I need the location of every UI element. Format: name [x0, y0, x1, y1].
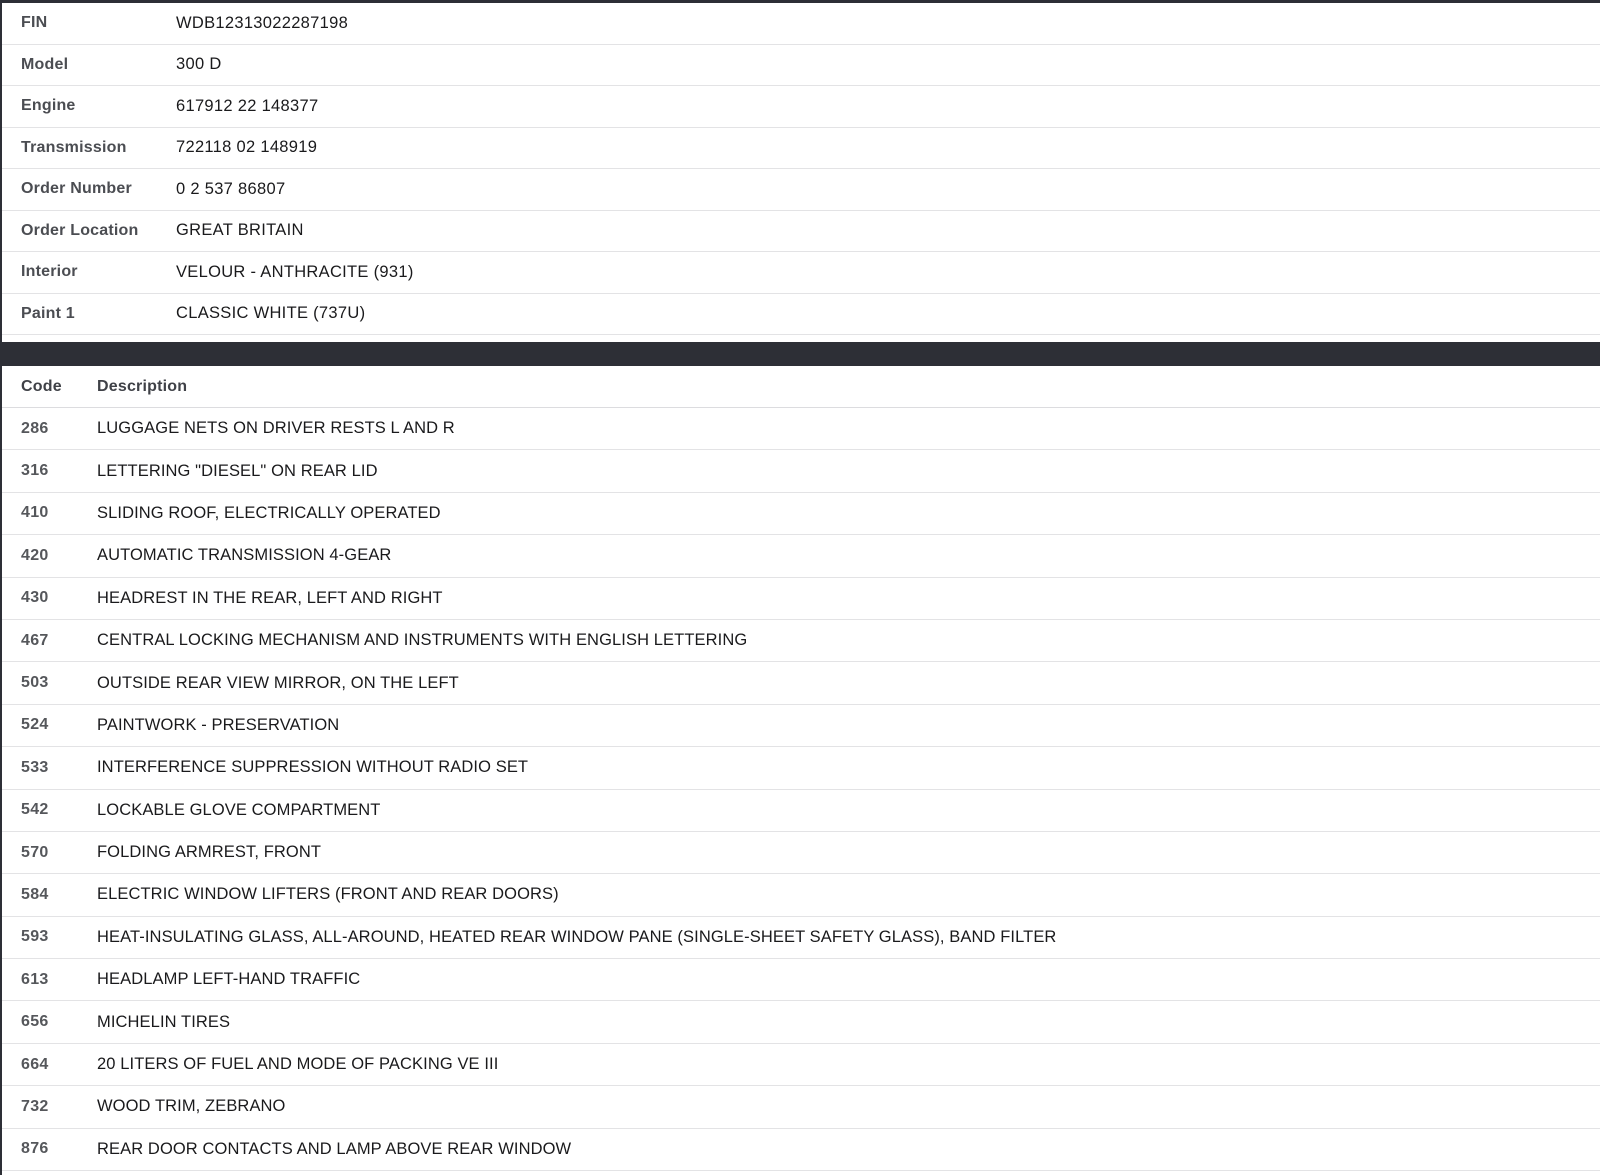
option-description: MICHELIN TIRES — [97, 1012, 231, 1031]
option-code: 613 — [21, 970, 49, 988]
options-table-header — [2, 366, 1600, 408]
vehicle-info-value: 300 D — [176, 55, 222, 74]
option-description: 20 LITERS OF FUEL AND MODE OF PACKING VE III — [97, 1055, 499, 1074]
option-description: PAINTWORK - PRESERVATION — [97, 715, 340, 734]
vehicle-info-label: Order Location — [21, 221, 139, 239]
option-code: 430 — [21, 589, 49, 607]
option-code: 570 — [21, 843, 49, 861]
option-row — [2, 832, 1600, 874]
option-code: 503 — [21, 674, 49, 692]
option-code: 286 — [21, 419, 49, 437]
vehicle-info-value: CLASSIC WHITE (737U) — [176, 304, 366, 323]
option-row — [2, 1086, 1600, 1128]
option-description: OUTSIDE REAR VIEW MIRROR, ON THE LEFT — [97, 673, 459, 692]
option-code: 732 — [21, 1097, 49, 1115]
vehicle-info-row — [2, 211, 1600, 253]
vehicle-info-value: GREAT BRITAIN — [176, 221, 304, 240]
vehicle-info-row — [2, 128, 1600, 170]
option-description: CENTRAL LOCKING MECHANISM AND INSTRUMENTS WITH ENGLISH LETTERING — [97, 631, 748, 650]
vehicle-info-label: Transmission — [21, 138, 127, 156]
option-row — [2, 535, 1600, 577]
option-row — [2, 620, 1600, 662]
option-description: REAR DOOR CONTACTS AND LAMP ABOVE REAR WINDOW — [97, 1139, 572, 1158]
vehicle-info-row — [2, 294, 1600, 336]
option-row — [2, 1044, 1600, 1086]
vehicle-info-row — [2, 169, 1600, 211]
vehicle-info-row — [2, 3, 1600, 45]
option-code: 467 — [21, 631, 49, 649]
option-row — [2, 874, 1600, 916]
option-description: HEADLAMP LEFT-HAND TRAFFIC — [97, 970, 361, 989]
vehicle-info-label: Order Number — [21, 180, 132, 198]
option-row — [2, 790, 1600, 832]
option-code: 593 — [21, 928, 49, 946]
option-row — [2, 578, 1600, 620]
option-row — [2, 917, 1600, 959]
option-description: SLIDING ROOF, ELECTRICALLY OPERATED — [97, 503, 441, 522]
vehicle-info-value: 0 2 537 86807 — [176, 179, 286, 198]
vehicle-info-label: Paint 1 — [21, 304, 75, 322]
option-code: 316 — [21, 462, 49, 480]
options-header-description: Description — [97, 377, 188, 395]
option-row — [2, 705, 1600, 747]
vehicle-info-row — [2, 86, 1600, 128]
vehicle-info-label: Interior — [21, 263, 78, 281]
option-code: 876 — [21, 1140, 49, 1158]
option-description: AUTOMATIC TRANSMISSION 4-GEAR — [97, 546, 392, 565]
option-row — [2, 493, 1600, 535]
options-table-body — [2, 408, 1600, 1171]
option-code: 656 — [21, 1013, 49, 1031]
vehicle-info-row — [2, 252, 1600, 294]
option-description: WOOD TRIM, ZEBRANO — [97, 1097, 286, 1116]
vehicle-info-value: 722118 02 148919 — [176, 138, 318, 157]
vehicle-info-value: WDB12313022287198 — [176, 13, 349, 32]
option-description: INTERFERENCE SUPPRESSION WITHOUT RADIO SET — [97, 758, 529, 777]
option-row — [2, 1001, 1600, 1043]
option-code: 420 — [21, 546, 49, 564]
option-row — [2, 408, 1600, 450]
option-row — [2, 959, 1600, 1001]
options-table — [2, 366, 1600, 1171]
option-code: 410 — [21, 504, 49, 522]
option-description: HEAT-INSULATING GLASS, ALL-AROUND, HEATED REAR WINDOW PANE (SINGLE-SHEET SAFETY GLASS), BAND FILTER — [97, 927, 1057, 946]
vehicle-info-value: 617912 22 148377 — [176, 96, 319, 115]
vehicle-info-table — [2, 3, 1600, 335]
option-row — [2, 1129, 1600, 1171]
section-divider-bar — [2, 342, 1600, 366]
option-code: 524 — [21, 716, 49, 734]
option-code: 584 — [21, 885, 49, 903]
vehicle-info-label: Model — [21, 55, 69, 73]
option-description: LOCKABLE GLOVE COMPARTMENT — [97, 800, 381, 819]
option-description: FOLDING ARMREST, FRONT — [97, 843, 322, 862]
option-row — [2, 747, 1600, 789]
option-description: LETTERING "DIESEL" ON REAR LID — [97, 461, 378, 480]
options-header-code: Code — [21, 377, 62, 395]
option-code: 542 — [21, 801, 49, 819]
option-row — [2, 450, 1600, 492]
option-code: 533 — [21, 758, 49, 776]
vehicle-info-label: FIN — [21, 14, 48, 32]
option-code: 664 — [21, 1055, 49, 1073]
vehicle-info-row — [2, 45, 1600, 87]
option-description: ELECTRIC WINDOW LIFTERS (FRONT AND REAR DOORS) — [97, 885, 559, 904]
vehicle-info-label: Engine — [21, 97, 76, 115]
option-description: LUGGAGE NETS ON DRIVER RESTS L AND R — [97, 419, 455, 438]
option-description: HEADREST IN THE REAR, LEFT AND RIGHT — [97, 588, 443, 607]
option-row — [2, 662, 1600, 704]
vehicle-info-value: VELOUR - ANTHRACITE (931) — [176, 262, 414, 281]
